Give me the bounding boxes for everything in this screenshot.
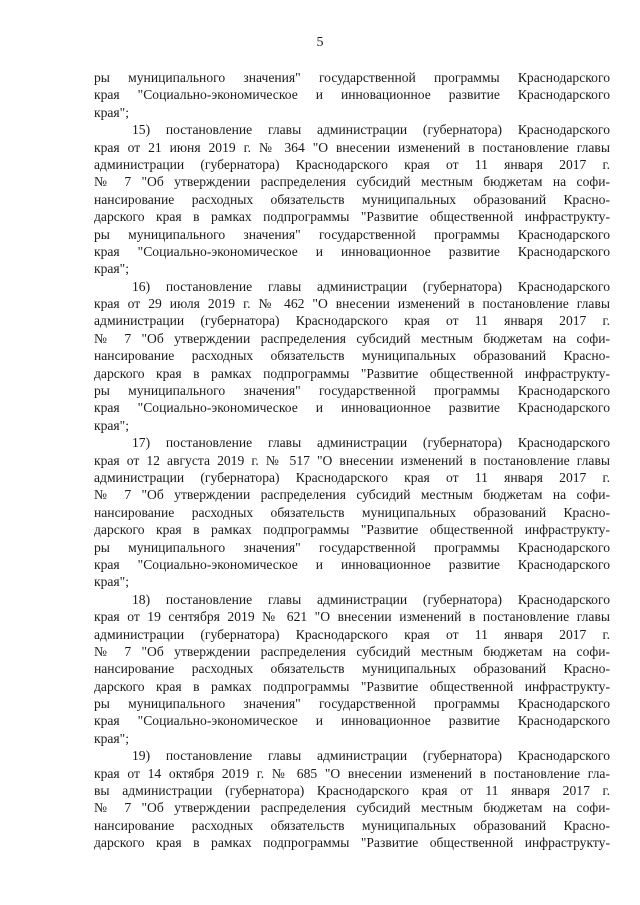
text-line: края от 14 октября 2019 г. № 685 "О внесении изменений в постановление гла- bbox=[94, 765, 610, 781]
text-line: нансирование расходных обязательств муниципальных образований Красно- bbox=[94, 348, 610, 364]
text-line: края"; bbox=[94, 104, 130, 120]
text-line: края"; bbox=[94, 417, 130, 433]
text-line: ры муниципального значения" государственной программы Краснодарского bbox=[94, 226, 610, 242]
text-line: края от 12 августа 2019 г. № 517 "О внесении изменений в постановление главы bbox=[94, 452, 610, 468]
text-line: нансирование расходных обязательств муниципальных образований Красно- bbox=[94, 504, 610, 520]
text-line: нансирование расходных обязательств муниципальных образований Красно- bbox=[94, 817, 610, 833]
text-line: нансирование расходных обязательств муниципальных образований Красно- bbox=[94, 191, 610, 207]
text-line: края от 19 сентября 2019 № 621 "О внесении изменений в постановление главы bbox=[94, 609, 610, 625]
text-line: № 7 "Об утверждении распределения субсидий местным бюджетам на софи- bbox=[94, 174, 610, 190]
text-line: нансирование расходных обязательств муниципальных образований Красно- bbox=[94, 661, 610, 677]
text-line: ры муниципального значения" государственной программы Краснодарского bbox=[94, 383, 610, 399]
text-line: администрации (губернатора) Краснодарского края от 11 января 2017 г. bbox=[94, 313, 610, 329]
text-line: дарского края в рамках подпрограммы "Развитие общественной инфраструкту- bbox=[94, 209, 610, 225]
text-line: края"; bbox=[94, 574, 130, 590]
text-line: дарского края в рамках подпрограммы "Развитие общественной инфраструкту- bbox=[94, 522, 610, 538]
text-line: № 7 "Об утверждении распределения субсидий местным бюджетам на софи- bbox=[94, 800, 610, 816]
text-line: № 7 "Об утверждении распределения субсидий местным бюджетам на софи- bbox=[94, 643, 610, 659]
text-line: № 7 "Об утверждении распределения субсидий местным бюджетам на софи- bbox=[94, 487, 610, 503]
text-line: края"; bbox=[94, 261, 130, 277]
text-line: 15) постановление главы администрации (губернатора) Краснодарского bbox=[132, 122, 610, 138]
text-line: края"; bbox=[94, 730, 130, 746]
text-line: 19) постановление главы администрации (губернатора) Краснодарского bbox=[132, 748, 610, 764]
body-text bbox=[94, 69, 610, 852]
text-line: края "Социально-экономическое и инновационное развитие Краснодарского bbox=[94, 400, 610, 416]
text-line: 16) постановление главы администрации (губернатора) Краснодарского bbox=[132, 278, 610, 294]
text-line: 18) постановление главы администрации (губернатора) Краснодарского bbox=[132, 591, 610, 607]
text-line: края "Социально-экономическое и инновационное развитие Краснодарского bbox=[94, 87, 610, 103]
text-line: края "Социально-экономическое и инновационное развитие Краснодарского bbox=[94, 243, 610, 259]
text-line: администрации (губернатора) Краснодарского края от 11 января 2017 г. bbox=[94, 156, 610, 172]
text-line: администрации (губернатора) Краснодарского края от 11 января 2017 г. bbox=[94, 469, 610, 485]
page-number: 5 bbox=[316, 35, 324, 50]
text-line: № 7 "Об утверждении распределения субсидий местным бюджетам на софи- bbox=[94, 330, 610, 346]
text-line: дарского края в рамках подпрограммы "Развитие общественной инфраструкту- bbox=[94, 365, 610, 381]
text-line: ры муниципального значения" государственной программы Краснодарского bbox=[94, 539, 610, 555]
text-line: края от 29 июля 2019 г. № 462 "О внесении изменений в постановление главы bbox=[94, 296, 610, 312]
text-line: 17) постановление главы администрации (губернатора) Краснодарского bbox=[132, 435, 610, 451]
text-line: края "Социально-экономическое и инновационное развитие Краснодарского bbox=[94, 556, 610, 572]
text-line: ры муниципального значения" государственной программы Краснодарского bbox=[94, 696, 610, 712]
text-line: края "Социально-экономическое и инновационное развитие Краснодарского bbox=[94, 713, 610, 729]
text-line: дарского края в рамках подпрограммы "Развитие общественной инфраструкту- bbox=[94, 835, 610, 851]
text-line: ры муниципального значения" государственной программы Краснодарского bbox=[94, 70, 610, 85]
text-line: дарского края в рамках подпрограммы "Развитие общественной инфраструкту- bbox=[94, 678, 610, 694]
text-line: вы администрации (губернатора) Краснодарского края от 11 января 2017 г. bbox=[94, 783, 610, 799]
text-line: края от 21 июня 2019 г. № 364 "О внесении изменений в постановление главы bbox=[94, 139, 610, 155]
text-line: администрации (губернатора) Краснодарского края от 11 января 2017 г. bbox=[94, 626, 610, 642]
